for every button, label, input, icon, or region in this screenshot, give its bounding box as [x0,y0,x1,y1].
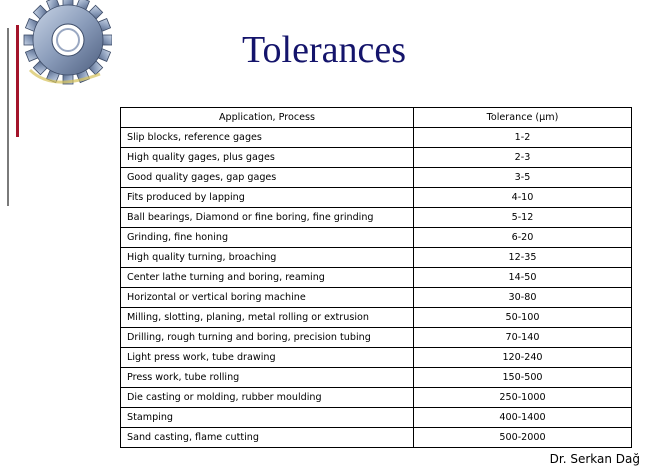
tolerance-cell: 120-240 [414,348,632,368]
tolerances-table [120,107,632,448]
process-cell: Ball bearings, Diamond or fine boring, fine grinding [121,208,414,228]
table-row [121,188,632,208]
table-row [121,328,632,348]
table-header-row [121,108,632,128]
table-row [121,408,632,428]
author-credit: Dr. Serkan Dağ [549,452,640,466]
table-row [121,268,632,288]
table-row [121,368,632,388]
process-cell: Grinding, fine honing [121,228,414,248]
process-cell: Drilling, rough turning and boring, precision tubing [121,328,414,348]
tolerance-cell: 3-5 [414,168,632,188]
tolerance-cell: 14-50 [414,268,632,288]
process-cell: Stamping [121,408,414,428]
tolerance-cell: 150-500 [414,368,632,388]
process-cell: Press work, tube rolling [121,368,414,388]
table-row [121,128,632,148]
process-cell: High quality turning, broaching [121,248,414,268]
slide-title: Tolerances [241,29,407,71]
table-row [121,348,632,368]
process-cell: Sand casting, flame cutting [121,428,414,448]
process-cell: Light press work, tube drawing [121,348,414,368]
table-row [121,388,632,408]
tolerance-cell: 50-100 [414,308,632,328]
tolerance-cell: 12-35 [414,248,632,268]
tolerance-cell: 4-10 [414,188,632,208]
table-row [121,248,632,268]
table-row [121,428,632,448]
process-cell: Milling, slotting, planing, metal rolling or extrusion [121,308,414,328]
process-cell: Slip blocks, reference gages [121,128,414,148]
header-tolerance: Tolerance (μm) [414,108,632,128]
process-cell: Horizontal or vertical boring machine [121,288,414,308]
table-row [121,228,632,248]
tolerance-cell: 2-3 [414,148,632,168]
tolerance-cell: 500-2000 [414,428,632,448]
process-cell: Die casting or molding, rubber moulding [121,388,414,408]
header-application-process: Application, Process [121,108,414,128]
tolerance-cell: 70-140 [414,328,632,348]
table-row [121,168,632,188]
tolerance-cell: 1-2 [414,128,632,148]
process-cell: Center lathe turning and boring, reaming [121,268,414,288]
tolerance-cell: 6-20 [414,228,632,248]
table-row [121,148,632,168]
table-row [121,308,632,328]
process-cell: Good quality gages, gap gages [121,168,414,188]
tolerance-cell: 5-12 [414,208,632,228]
table-row [121,208,632,228]
tolerance-cell: 250-1000 [414,388,632,408]
tolerance-cell: 400-1400 [414,408,632,428]
process-cell: High quality gages, plus gages [121,148,414,168]
table-row [121,288,632,308]
tolerance-cell: 30-80 [414,288,632,308]
process-cell: Fits produced by lapping [121,188,414,208]
